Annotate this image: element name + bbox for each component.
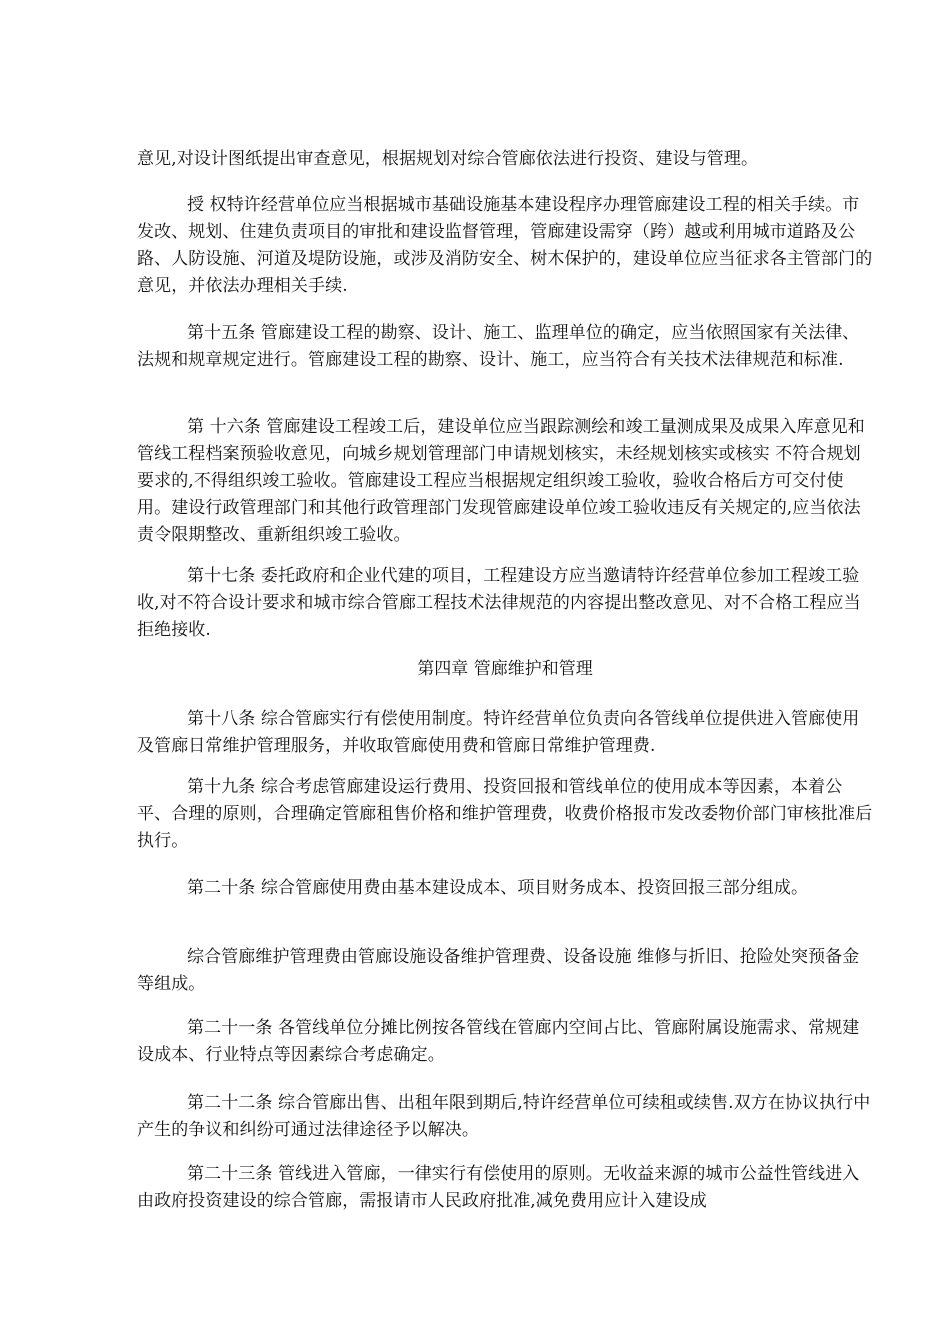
- paragraph-continuation: 意见,对设计图纸提出审查意见，根据规划对综合管廊依法进行投资、建设与管理。: [137, 149, 759, 169]
- article-20: 第二十条 综合管廊使用费由基本建设成本、项目财务成本、投资回报三部分组成。: [187, 878, 809, 898]
- article-22: 第二十二条 综合管廊出售、出租年限到期后,特许经营单位可续租或续售.双方在协议执行中产生的争议和纠纷可通过法律途径予以解决。: [137, 1093, 871, 1140]
- article-19: 第十九条 综合考虑管廊建设运行费用、投资回报和管线单位的使用成本等因素，本着公平、合理的原则，合理确定管廊租售价格和维护管理费，收费价格报市发改委物价部门审核批准后执行。: [137, 777, 873, 851]
- paragraph-authorization: 授 权特许经营单位应当根据城市基础设施基本建设程序办理管廊建设工程的相关手续。市发改、规划、住建负责项目的审批和建设监督管理，管廊建设需穿（跨）越或利用城市道路及公路、人防设施、河道及堤防设施，或涉及消防安全、树木保护的，建设单位应当征求各主管部门的意见，并依法办理相关手续.: [137, 195, 873, 296]
- article-21: 第二十一条 各管线单位分摊比例按各管线在管廊内空间占比、管廊附属设施需求、常规建设成本、行业特点等因素综合考虑确定。: [137, 1018, 860, 1065]
- maintenance-fee-paragraph: 综合管廊维护管理费由管廊设施设备维护管理费、设备设施 维修与折旧、抢险处突预备金等组成。: [137, 947, 860, 994]
- article-16: 第 十六条 管廊建设工程竣工后，建设单位应当跟踪测绘和竣工量测成果及成果入库意见和管线工程档案预验收意见，向城乡规划管理部门申请规划核实，未经规划核实或核实 不符合规划要求的,不得组织竣工验收。管廊建设工程应当根据规定组织竣工验收，验收合格后方可交付使用。建设行政管理部门和其他行政管理部门发现管廊建设单位竣工验收违反有关规定的,应当依法责令限期整改、重新组织竣工验收。: [137, 417, 865, 545]
- article-18: 第十八条 综合管廊实行有偿使用制度。特许经营单位负责向各管线单位提供进入管廊使用及管廊日常维护管理服务，并收取管廊使用费和管廊日常维护管理费.: [137, 709, 860, 756]
- article-17: 第十七条 委托政府和企业代建的项目，工程建设方应当邀请特许经营单位参加工程竣工验收,对不符合设计要求和城市综合管廊工程技术法律规范的内容提出整改意见、对不合格工程应当拒绝接收.: [137, 566, 861, 640]
- article-15: 第十五条 管廊建设工程的勘察、设计、施工、监理单位的确定，应当依照国家有关法律、法规和规章规定进行。管廊建设工程的勘察、设计、施工，应当符合有关技术法律规范和标准.: [137, 323, 860, 370]
- chapter-4-heading: 第四章 管廊维护和管理: [417, 659, 593, 679]
- article-23: 第二十三条 管线进入管廊，一律实行有偿使用的原则。无收益来源的城市公益性管线进入由政府投资建设的综合管廊，需报请市人民政府批准,减免费用应计入建设成: [137, 1164, 860, 1211]
